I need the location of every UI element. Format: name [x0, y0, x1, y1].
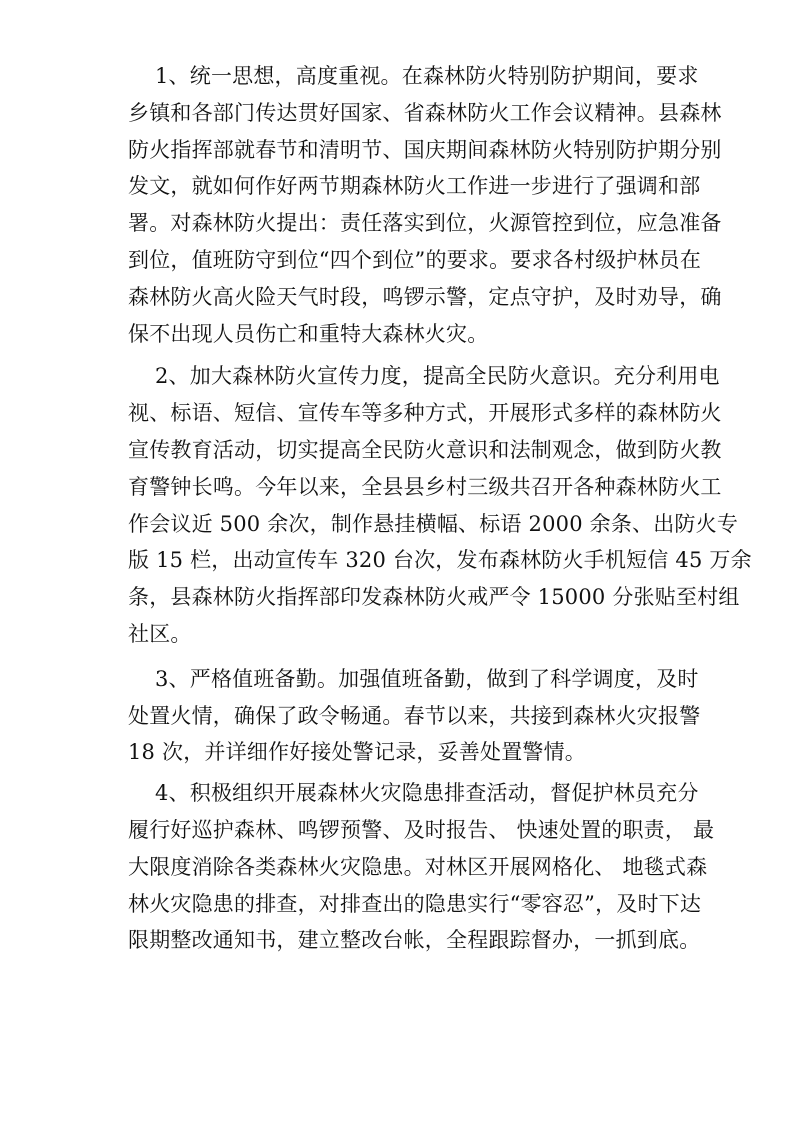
text-line: 林火灾隐患的排查，对排查出的隐患实行“零容忍”，及时下达 — [128, 892, 702, 916]
text-line: 森林防火高火险天气时段，鸣锣示警，定点守护，及时劝导，确 — [128, 285, 722, 309]
text-line: 署。对森林防火提出：责任落实到位，火源管控到位，应急准备 — [128, 211, 722, 235]
text-line: 发文，就如何作好两节期森林防火工作进一步进行了强调和部 — [128, 174, 701, 198]
text-line: 1、统一思想，高度重视。在森林防火特别防护期间，要求 — [155, 64, 699, 88]
text-line: 大限度消除各类森林火灾隐患。对林区开展网格化、 地毯式森 — [128, 855, 708, 879]
text-line: 4、积极组织开展森林火灾隐患排查活动，督促护林员充分 — [155, 781, 699, 805]
text-line: 乡镇和各部门传达贯好国家、省森林防火工作会议精神。县森林 — [128, 101, 722, 125]
text-line: 处置火情，确保了政令畅通。春节以来，共接到森林火灾报警 — [128, 704, 701, 728]
text-line: 防火指挥部就春节和清明节、国庆期间森林防火特别防护期分别 — [128, 138, 722, 162]
text-line: 版 15 栏，出动宣传车 320 台次，发布森林防火手机短信 45 万余 — [128, 548, 752, 572]
text-line: 保不出现人员伤亡和重特大森林火灾。 — [128, 322, 489, 346]
text-line: 限期整改通知书，建立整改台帐，全程跟踪督办，一抓到底。 — [128, 928, 701, 952]
text-line: 2、加大森林防火宣传力度，提高全民防火意识。充分利用电 — [155, 364, 720, 388]
text-line: 条，县森林防火指挥部印发森林防火戒严令 15000 分张贴至村组 — [128, 585, 740, 609]
text-line: 履行好巡护森林、鸣锣预警、及时报告、 快速处置的职责， 最 — [128, 818, 715, 842]
text-line: 作会议近 500 余次，制作悬挂横幅、标语 2000 余条、出防火专 — [128, 512, 739, 536]
text-line: 育警钟长鸣。今年以来，全县县乡村三级共召开各种森林防火工 — [128, 475, 722, 499]
text-line: 宣传教育活动，切实提高全民防火意识和法制观念，做到防火教 — [128, 438, 722, 462]
text-line: 社区。 — [128, 622, 192, 646]
text-line: 视、标语、短信、宣传车等多种方式，开展形式多样的森林防火 — [128, 401, 722, 425]
text-line: 到位，值班防守到位“四个到位”的要求。要求各村级护林员在 — [128, 248, 702, 272]
text-line: 18 次，并详细作好接处警记录，妥善处置警情。 — [128, 740, 586, 764]
text-line: 3、严格值班备勤。加强值班备勤，做到了科学调度，及时 — [155, 667, 699, 691]
